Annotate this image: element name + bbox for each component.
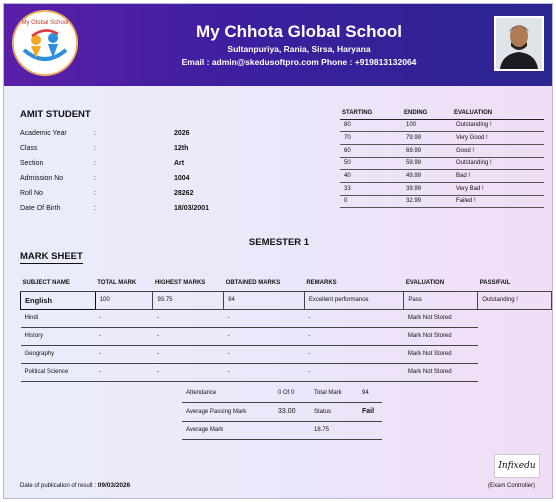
grading-evaluation: Failed ! <box>452 195 544 208</box>
grading-row <box>340 195 544 208</box>
status-label: Status <box>310 403 358 422</box>
total-mark: - <box>95 363 153 381</box>
grading-end: 49.99 <box>402 170 452 183</box>
header-total-mark: TOTAL MARK <box>95 276 153 291</box>
grading-row <box>340 144 544 157</box>
pass-fail <box>478 309 552 327</box>
grading-end: 39.99 <box>402 182 452 195</box>
info-label: Section <box>20 160 44 167</box>
header-pass-fail: PASS/FAIL <box>478 276 552 291</box>
school-address: Sultanpuriya, Rania, Sirsa, Haryana <box>227 44 371 54</box>
grading-row <box>340 132 544 145</box>
publication-date <box>20 482 130 489</box>
info-colon: : <box>94 160 96 167</box>
grading-start: 70 <box>340 132 402 145</box>
grading-start: 0 <box>340 195 402 208</box>
grading-start: 40 <box>340 170 402 183</box>
info-colon: : <box>94 190 96 197</box>
grading-evaluation: Very Bad ! <box>452 182 544 195</box>
school-name: My Chhota Global School <box>196 22 402 41</box>
pass-fail <box>478 345 552 363</box>
subject-name: Political Science <box>21 363 96 381</box>
report-card <box>3 3 553 499</box>
obtained-marks: 94 <box>224 291 305 309</box>
subject-name: Geography <box>21 345 96 363</box>
signature-image: Infixedu <box>494 454 540 478</box>
header-evaluation: EVALUATION <box>404 276 478 291</box>
logo-text: My Global School <box>21 20 69 26</box>
grading-evaluation: Outstanding ! <box>452 119 544 132</box>
exam-controller-label: (Exam Controller) <box>488 483 536 489</box>
attendance-label: Attendance <box>182 384 274 403</box>
student-name: AMIT STUDENT <box>20 109 91 120</box>
publication-label: Date of publication of result : <box>20 483 97 489</box>
info-label: Admission No <box>20 175 64 182</box>
table-row <box>21 327 552 345</box>
info-colon: : <box>94 130 96 137</box>
mark-sheet-title: MARK SHEET <box>20 251 83 262</box>
obtained-marks: - <box>224 363 305 381</box>
total-mark: - <box>95 309 153 327</box>
evaluation: Mark Not Stored <box>404 327 478 345</box>
avg-mark-label: Average Mark <box>182 421 274 440</box>
total-mark: - <box>95 327 153 345</box>
evaluation: Pass <box>404 291 478 309</box>
highest-marks: - <box>153 327 224 345</box>
grading-end: 100 <box>402 119 452 132</box>
table-row <box>21 345 552 363</box>
grading-evaluation: Good ! <box>452 144 544 157</box>
school-header <box>4 4 552 86</box>
grading-evaluation: Bad ! <box>452 170 544 183</box>
pass-fail <box>478 327 552 345</box>
info-value: 2026 <box>174 130 190 137</box>
highest-marks: 93.75 <box>153 291 224 309</box>
grading-start: 60 <box>340 144 402 157</box>
grading-scale-table <box>340 108 544 208</box>
grading-start: 33 <box>340 182 402 195</box>
grading-row <box>340 182 544 195</box>
grading-row <box>340 157 544 170</box>
header-highest-marks: HIGHEST MARKS <box>153 276 224 291</box>
status-badge: Fail <box>358 403 382 422</box>
summary-row <box>182 421 382 440</box>
grading-header-evaluation: EVALUATION <box>452 108 544 119</box>
subject-name: History <box>21 327 96 345</box>
grading-start: 80 <box>340 119 402 132</box>
grading-end: 69.99 <box>402 144 452 157</box>
total-mark-label: Total Mark <box>310 384 358 403</box>
grading-header-ending: ENDING <box>402 108 452 119</box>
header-remarks: REMARKS <box>304 276 404 291</box>
highest-marks: - <box>153 363 224 381</box>
obtained-marks: - <box>224 309 305 327</box>
summary-blank <box>274 421 310 440</box>
grading-end: 79.99 <box>402 132 452 145</box>
grading-header-row <box>340 108 544 119</box>
grading-end: 59.99 <box>402 157 452 170</box>
result-summary-table <box>182 384 382 440</box>
pass-fail <box>478 363 552 381</box>
highest-marks: - <box>153 345 224 363</box>
info-label: Academic Year <box>20 130 67 137</box>
summary-row <box>182 384 382 403</box>
table-row <box>21 309 552 327</box>
info-value: 18/03/2001 <box>174 205 210 212</box>
grading-evaluation: Very Good ! <box>452 132 544 145</box>
highest-marks: - <box>153 309 224 327</box>
marks-header-row <box>21 276 552 291</box>
info-colon: : <box>94 205 96 212</box>
school-contact: Email : admin@skedusoftpro.com Phone : +919813132064 <box>181 57 417 67</box>
avg-passing-value: 33.00 <box>274 403 310 422</box>
summary-row <box>182 403 382 422</box>
header-subject-name: SUBJECT NAME <box>21 276 96 291</box>
remarks: Excellent performance <box>304 291 404 309</box>
evaluation: Mark Not Stored <box>404 363 478 381</box>
attendance-value: 0 Of 0 <box>274 384 310 403</box>
subject-name: Hindi <box>21 309 96 327</box>
grading-header-starting: STARTING <box>340 108 402 119</box>
student-photo <box>494 16 544 71</box>
avg-passing-label: Average Passing Mark <box>182 403 274 422</box>
info-value: 28262 <box>174 190 194 197</box>
obtained-marks: - <box>224 345 305 363</box>
remarks: - <box>304 363 404 381</box>
total-mark: - <box>95 345 153 363</box>
info-value: 1004 <box>174 175 190 182</box>
table-row <box>21 291 552 309</box>
info-value: 12th <box>174 145 189 152</box>
grading-evaluation: Outstanding ! <box>452 157 544 170</box>
school-logo <box>12 10 78 76</box>
info-colon: : <box>94 145 96 152</box>
marks-table <box>20 276 552 382</box>
table-row <box>21 363 552 381</box>
remarks: - <box>304 309 404 327</box>
remarks: - <box>304 345 404 363</box>
semester-title: SEMESTER 1 <box>248 237 310 248</box>
grading-row <box>340 170 544 183</box>
header-obtained-marks: OBTAINED MARKS <box>224 276 305 291</box>
grading-start: 50 <box>340 157 402 170</box>
info-label: Roll No <box>20 190 43 197</box>
total-mark-value: 94 <box>358 384 382 403</box>
subject-name: English <box>21 291 96 309</box>
remarks: - <box>304 327 404 345</box>
evaluation: Mark Not Stored <box>404 345 478 363</box>
pass-fail: Outstanding ! <box>478 291 552 309</box>
info-label: Date Of Birth <box>20 205 61 212</box>
total-mark: 100 <box>95 291 153 309</box>
grading-end: 32.99 <box>402 195 452 208</box>
publication-date-value: 09/03/2026 <box>97 482 131 489</box>
info-colon: : <box>94 175 96 182</box>
grading-row <box>340 119 544 132</box>
evaluation: Mark Not Stored <box>404 309 478 327</box>
info-value: Art <box>174 160 185 167</box>
info-label: Class <box>20 145 38 152</box>
avg-mark-value: 18.75 <box>310 421 358 440</box>
obtained-marks: - <box>224 327 305 345</box>
summary-blank <box>358 421 382 440</box>
